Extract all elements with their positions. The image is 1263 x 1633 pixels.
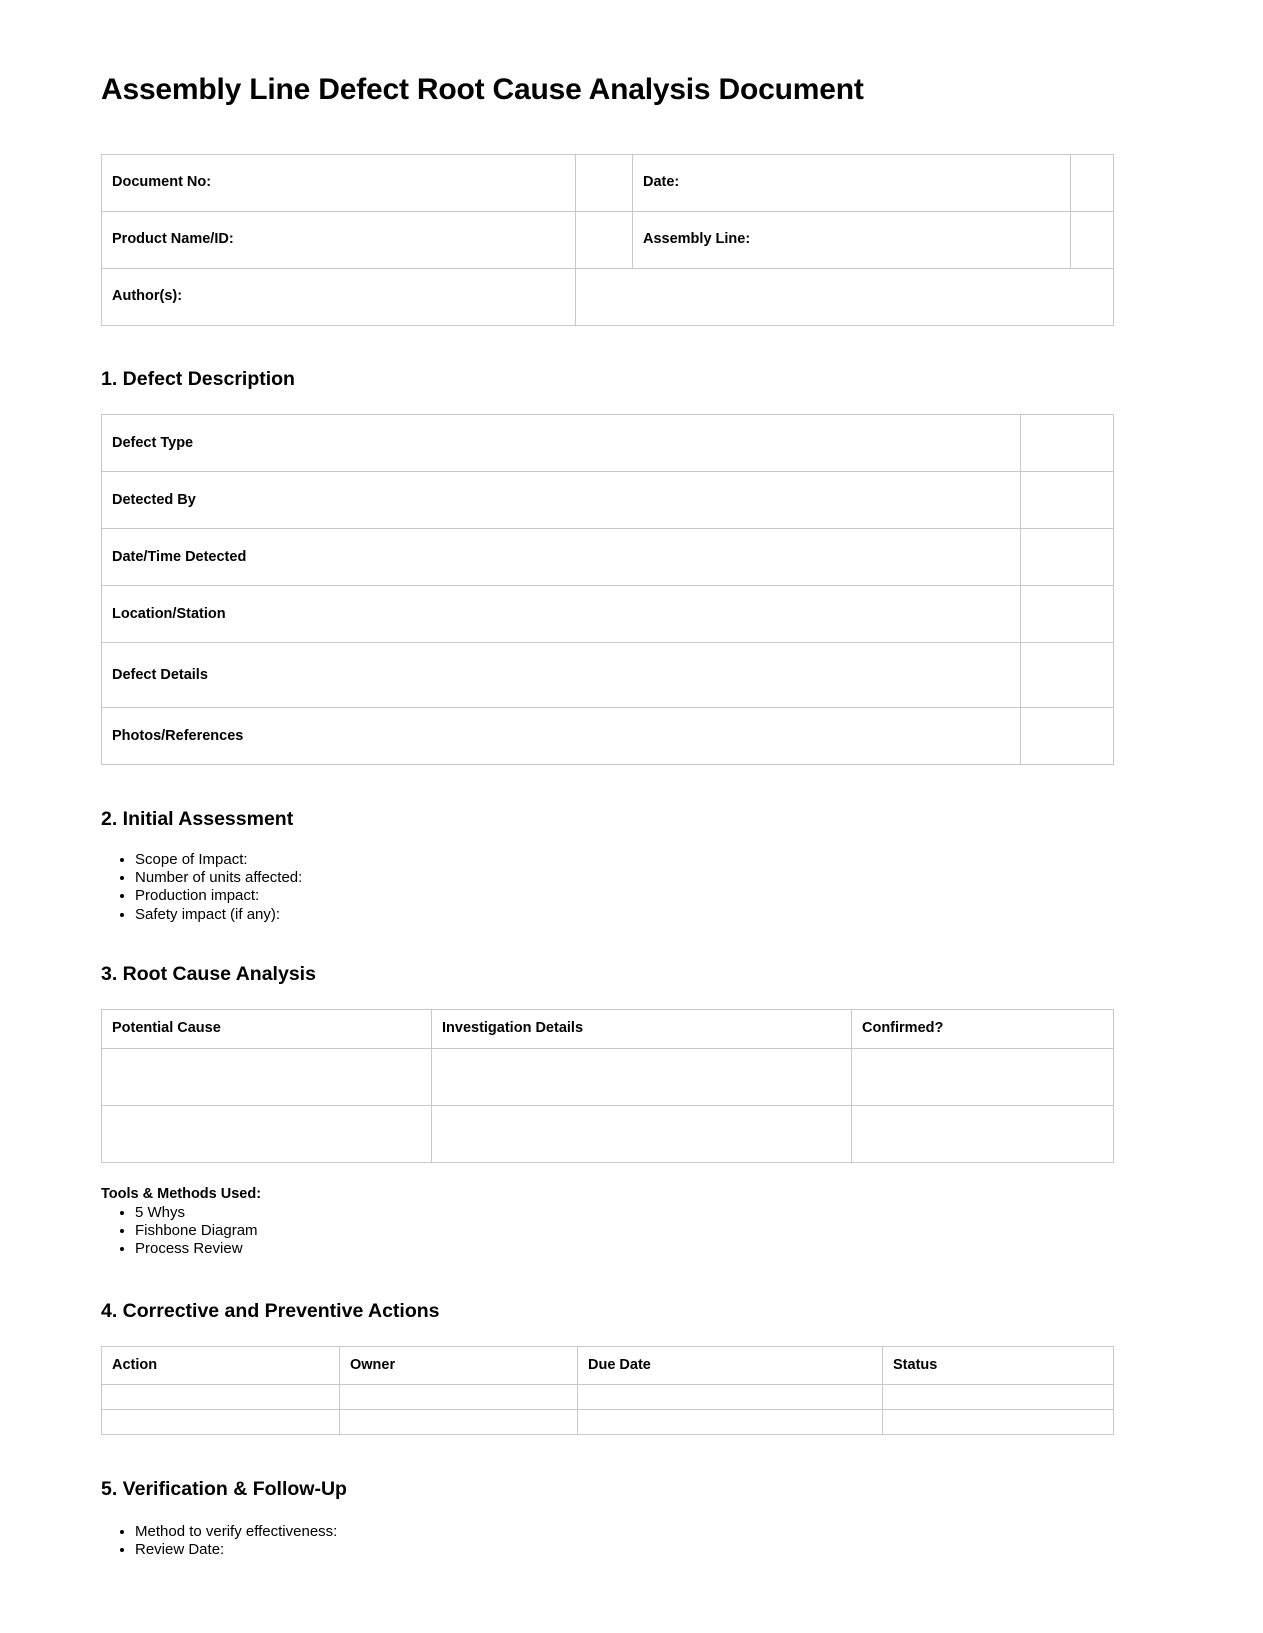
table-row [102,1385,1114,1410]
cell-potential-cause[interactable] [102,1048,432,1105]
spacer [101,924,1113,962]
authors-label: Author(s): [102,269,576,326]
section-heading-initial-assessment: 2. Initial Assessment [101,808,294,831]
list-item: • Scope of Impact: [135,851,1113,869]
spacer [101,326,1113,367]
cell-due-date[interactable] [578,1385,883,1410]
list-item: • Method to verify effectiveness: [135,1523,1113,1541]
cell-investigation-details[interactable] [432,1048,852,1105]
spacer [101,1435,1113,1477]
spacer [101,833,1113,851]
spacer [101,987,1113,1009]
list-item: • Production impact: [135,887,1113,905]
table-row [102,708,1114,765]
spacer [101,1503,1113,1523]
defect-type-label: Defect Type [102,415,1021,472]
list-item: • Number of units affected: [135,869,1113,887]
assembly-line-label: Assembly Line: [633,212,1071,269]
cell-owner[interactable] [340,1385,578,1410]
initial-assessment-list [101,851,1113,924]
detected-by-label: Detected By [102,472,1021,529]
photos-references-value[interactable] [1021,708,1114,765]
section-heading-corrective-actions: 4. Corrective and Preventive Actions [101,1299,440,1322]
product-name-value[interactable] [576,212,633,269]
list-item: • 5 Whys [135,1204,1113,1222]
photos-references-label: Photos/References [102,708,1021,765]
table-row [102,1048,1114,1105]
table-row [102,1410,1114,1435]
spacer [101,1324,1113,1346]
spacer [101,1163,1113,1185]
table-row [102,472,1114,529]
document-content [101,0,1113,1559]
assembly-line-value[interactable] [1071,212,1114,269]
column-header-investigation-details: Investigation Details [432,1010,852,1049]
corrective-actions-table [101,1346,1114,1436]
table-row [102,269,1114,326]
doc-no-value[interactable] [576,155,633,212]
list-item: • Review Date: [135,1541,1113,1559]
detected-by-value[interactable] [1021,472,1114,529]
column-header-status: Status [883,1346,1114,1385]
document-info-table [101,154,1114,326]
table-row [102,1105,1114,1162]
table-row [102,155,1114,212]
defect-details-label: Defect Details [102,643,1021,708]
date-time-detected-value[interactable] [1021,529,1114,586]
defect-description-table [101,414,1114,765]
cell-due-date[interactable] [578,1410,883,1435]
cell-action[interactable] [102,1410,340,1435]
column-header-owner: Owner [340,1346,578,1385]
list-item: • Fishbone Diagram [135,1222,1113,1240]
date-label: Date: [633,155,1071,212]
column-header-potential-cause: Potential Cause [102,1010,432,1049]
section-heading-root-cause-analysis: 3. Root Cause Analysis [101,962,316,985]
spacer [101,1259,1113,1299]
table-row [102,643,1114,708]
date-value[interactable] [1071,155,1114,212]
doc-no-label: Document No: [102,155,576,212]
tools-methods-label: Tools & Methods Used: [101,1185,262,1202]
table-row [102,529,1114,586]
location-station-label: Location/Station [102,586,1021,643]
authors-value[interactable] [576,269,1114,326]
spacer [101,392,1113,414]
cell-status[interactable] [883,1410,1114,1435]
verification-list [101,1523,1113,1560]
location-station-value[interactable] [1021,586,1114,643]
cell-owner[interactable] [340,1410,578,1435]
root-cause-analysis-table [101,1009,1114,1163]
spacer [101,108,1113,154]
list-item: • Process Review [135,1240,1113,1258]
table-header-row [102,1010,1114,1049]
tools-methods-list [101,1204,1113,1259]
defect-details-value[interactable] [1021,643,1114,708]
table-row [102,415,1114,472]
table-row [102,586,1114,643]
page-title: Assembly Line Defect Root Cause Analysis Document [101,73,864,106]
column-header-action: Action [102,1346,340,1385]
product-name-label: Product Name/ID: [102,212,576,269]
column-header-confirmed: Confirmed? [852,1010,1114,1049]
date-time-detected-label: Date/Time Detected [102,529,1021,586]
cell-action[interactable] [102,1385,340,1410]
table-row [102,212,1114,269]
list-item: • Safety impact (if any): [135,906,1113,924]
cell-confirmed[interactable] [852,1105,1114,1162]
cell-confirmed[interactable] [852,1048,1114,1105]
cell-status[interactable] [883,1385,1114,1410]
spacer [101,765,1113,807]
cell-investigation-details[interactable] [432,1105,852,1162]
defect-type-value[interactable] [1021,415,1114,472]
table-header-row [102,1346,1114,1385]
section-heading-verification: 5. Verification & Follow-Up [101,1478,347,1501]
column-header-due-date: Due Date [578,1346,883,1385]
cell-potential-cause[interactable] [102,1105,432,1162]
section-heading-defect-description: 1. Defect Description [101,368,295,390]
